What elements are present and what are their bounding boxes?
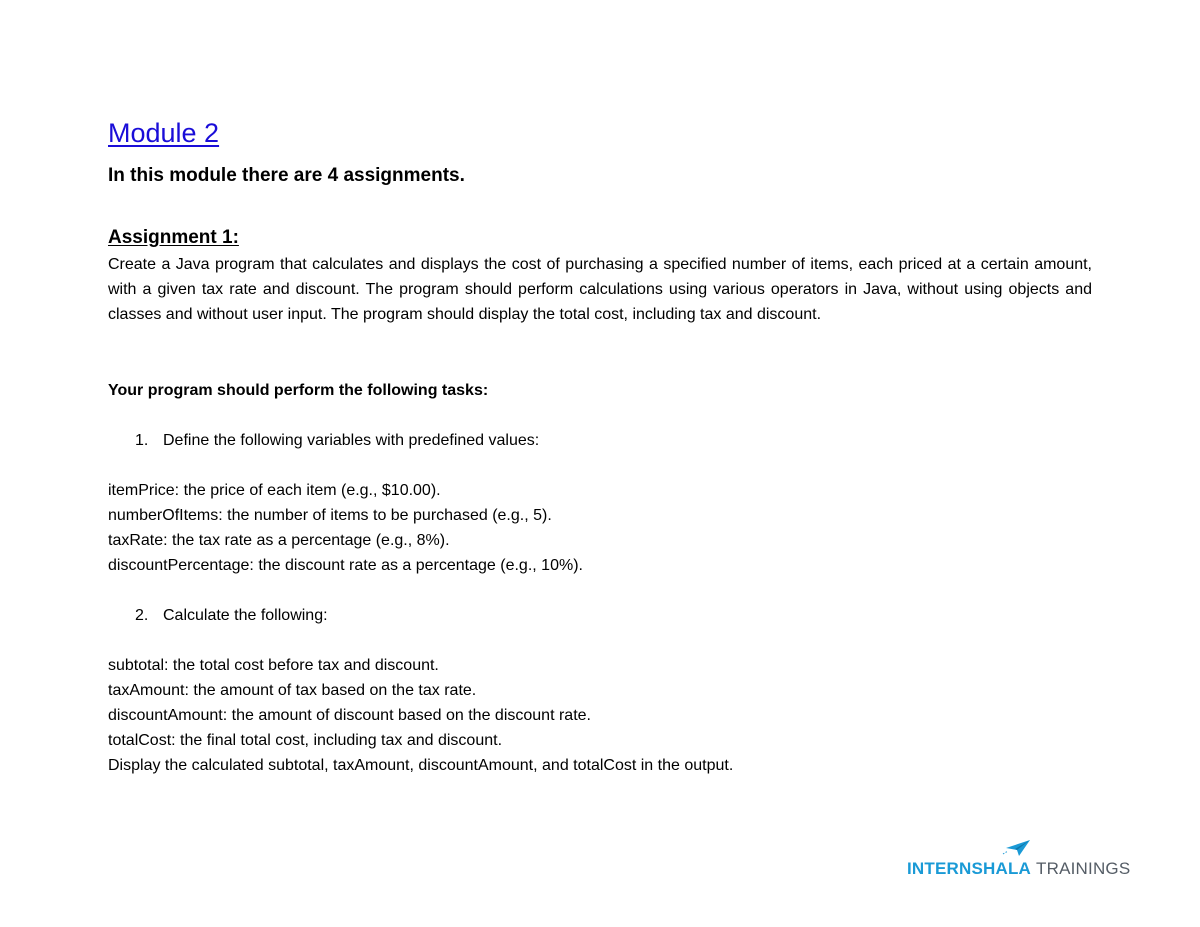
assignment-description: Create a Java program that calculates and displays the cost of purchasing a specified number of items, each priced at a certain amount, with a given tax rate and discount. The program should perform calculations using various operators in Java, without using objects and classes and without user input. The program should display the total cost, including tax and discount. xyxy=(108,256,1092,323)
list-item: totalCost: the final total cost, including tax and discount. xyxy=(108,732,503,749)
logo-wordmark xyxy=(907,858,1130,880)
logo-brand: INTERNSHALA xyxy=(907,859,1032,878)
list-item: taxAmount: the amount of tax based on the tax rate. xyxy=(108,682,477,699)
paper-plane-icon xyxy=(1002,838,1032,858)
internshala-trainings-logo xyxy=(907,838,1132,882)
step-1 xyxy=(135,428,539,453)
list-item: Display the calculated subtotal, taxAmount, discountAmount, and totalCost in the output. xyxy=(108,757,734,774)
module-title[interactable]: Module 2 xyxy=(108,118,220,148)
assignment-heading: Assignment 1: xyxy=(108,227,239,248)
list-item: discountAmount: the amount of discount based on the discount rate. xyxy=(108,707,591,724)
document-page xyxy=(108,0,1092,927)
intro-text: In this module there are 4 assignments. xyxy=(108,165,465,186)
tasks-heading: Your program should perform the following tasks: xyxy=(108,382,489,399)
step-text: Define the following variables with predefined values: xyxy=(163,432,540,449)
list-item: itemPrice: the price of each item (e.g., $10.00). xyxy=(108,482,441,499)
variable-list xyxy=(108,478,583,578)
calculation-list xyxy=(108,653,733,778)
list-item: subtotal: the total cost before tax and discount. xyxy=(108,657,439,674)
list-item: taxRate: the tax rate as a percentage (e.g., 8%). xyxy=(108,532,450,549)
step-2 xyxy=(135,603,328,628)
step-number: 2. xyxy=(135,607,149,624)
logo-suffix: TRAININGS xyxy=(1036,859,1131,878)
step-number: 1. xyxy=(135,432,149,449)
list-item: numberOfItems: the number of items to be purchased (e.g., 5). xyxy=(108,507,552,524)
step-text: Calculate the following: xyxy=(163,607,328,624)
list-item: discountPercentage: the discount rate as a percentage (e.g., 10%). xyxy=(108,557,583,574)
